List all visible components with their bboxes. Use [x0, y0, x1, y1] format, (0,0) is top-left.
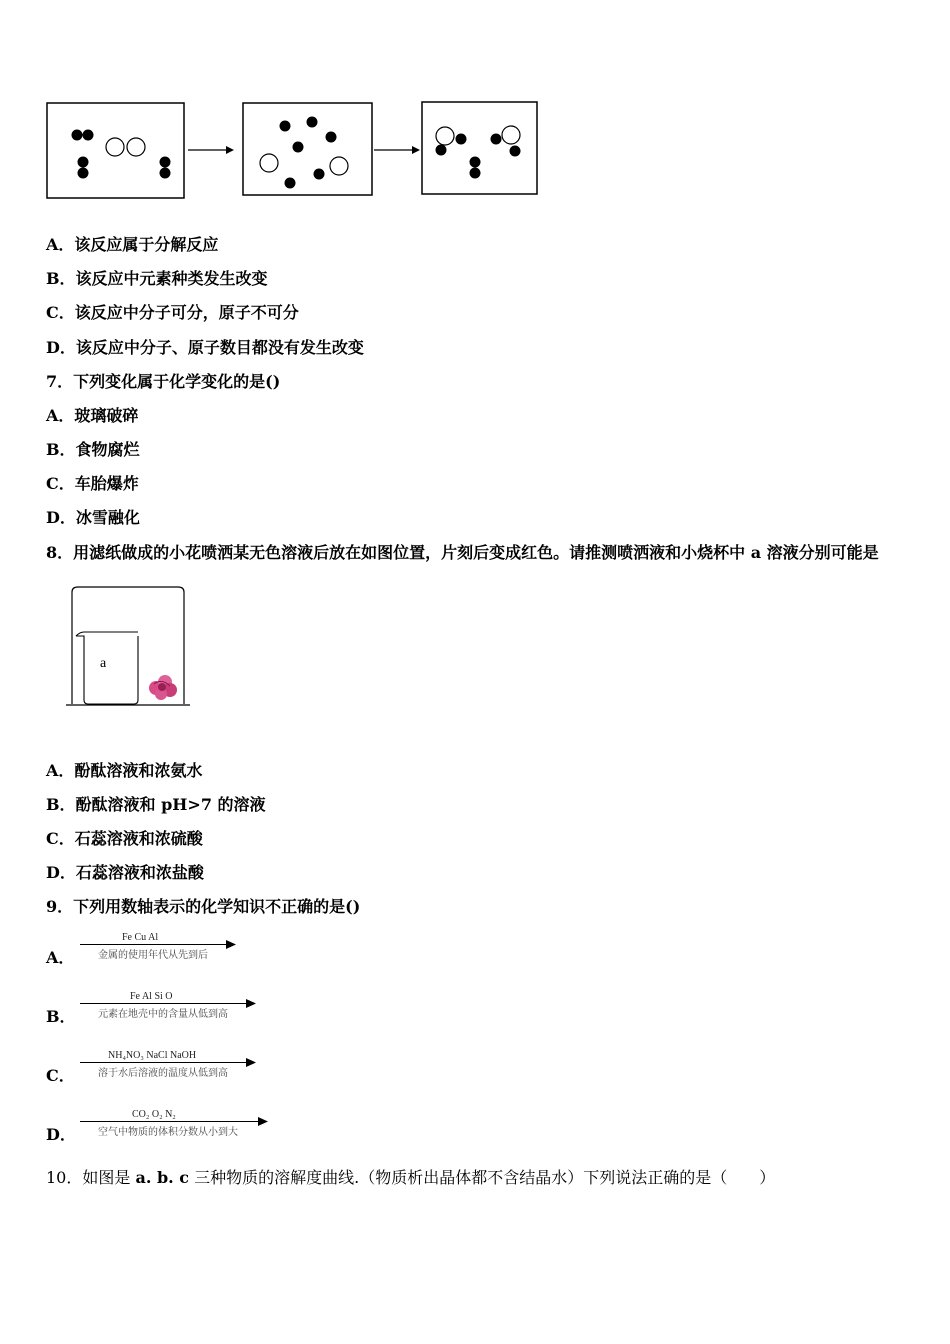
- q9-stem: 9．下列用数轴表示的化学知识不正确的是(): [46, 897, 361, 916]
- q9-option-d-letter[interactable]: D．: [46, 1125, 76, 1144]
- bell-jar-figure: [62, 584, 194, 708]
- q8-option-c[interactable]: C．石蕊溶液和浓硫酸: [46, 829, 203, 848]
- q8-option-a[interactable]: A．酚酞溶液和浓氨水: [46, 761, 203, 780]
- q8-option-d[interactable]: D．石蕊溶液和浓盐酸: [46, 863, 204, 882]
- q8-option-b[interactable]: B．酚酞溶液和 pH>7 的溶液: [46, 795, 266, 814]
- q7-stem: 7．下列变化属于化学变化的是(): [46, 372, 281, 391]
- q7-option-d[interactable]: D．冰雪融化: [46, 508, 140, 527]
- intermediate-box: [243, 103, 372, 195]
- q6-option-c[interactable]: C．该反应中分子可分，原子不可分: [46, 303, 299, 322]
- beaker-label: a: [100, 656, 107, 671]
- q9-option-b-letter[interactable]: B．: [46, 1007, 76, 1026]
- flower-icon: [149, 675, 177, 700]
- q6-option-a[interactable]: A．该反应属于分解反应: [46, 235, 219, 254]
- q7-option-a[interactable]: A．玻璃破碎: [46, 406, 139, 425]
- q9-option-c-letter[interactable]: C．: [46, 1066, 75, 1085]
- q7-option-b[interactable]: B．食物腐烂: [46, 440, 140, 459]
- q9-option-a-axis: Fe Cu Al 金属的使用年代从先到后: [80, 932, 280, 972]
- q6-option-d[interactable]: D．该反应中分子、原子数目都没有发生改变: [46, 338, 364, 357]
- q10-stem: 10．如图是 a. b. c 三种物质的溶解度曲线.（物质析出晶体都不含结晶水）下列说法正确的是（ ）: [46, 1168, 776, 1187]
- q7-option-c[interactable]: C．车胎爆炸: [46, 474, 139, 493]
- reaction-diagram: [44, 98, 544, 202]
- q9-option-d-axis: CO₂ O₂ N₂ 空气中物质的体积分数从小到大: [80, 1109, 280, 1149]
- q9-option-a-letter[interactable]: A．: [46, 948, 75, 967]
- q6-option-b[interactable]: B．该反应中元素种类发生改变: [46, 269, 268, 288]
- q9-option-c-axis: NH₄NO₃ NaCl NaOH 溶于水后溶液的温度从低到高: [80, 1050, 280, 1090]
- q9-option-b-axis: Fe Al Si O 元素在地壳中的含量从低到高: [80, 991, 280, 1031]
- q8-stem: 8．用滤纸做成的小花喷洒某无色溶液后放在如图位置，片刻后变成红色。请推测喷洒液和小烧杯中 a 溶液分别可能是: [46, 543, 879, 562]
